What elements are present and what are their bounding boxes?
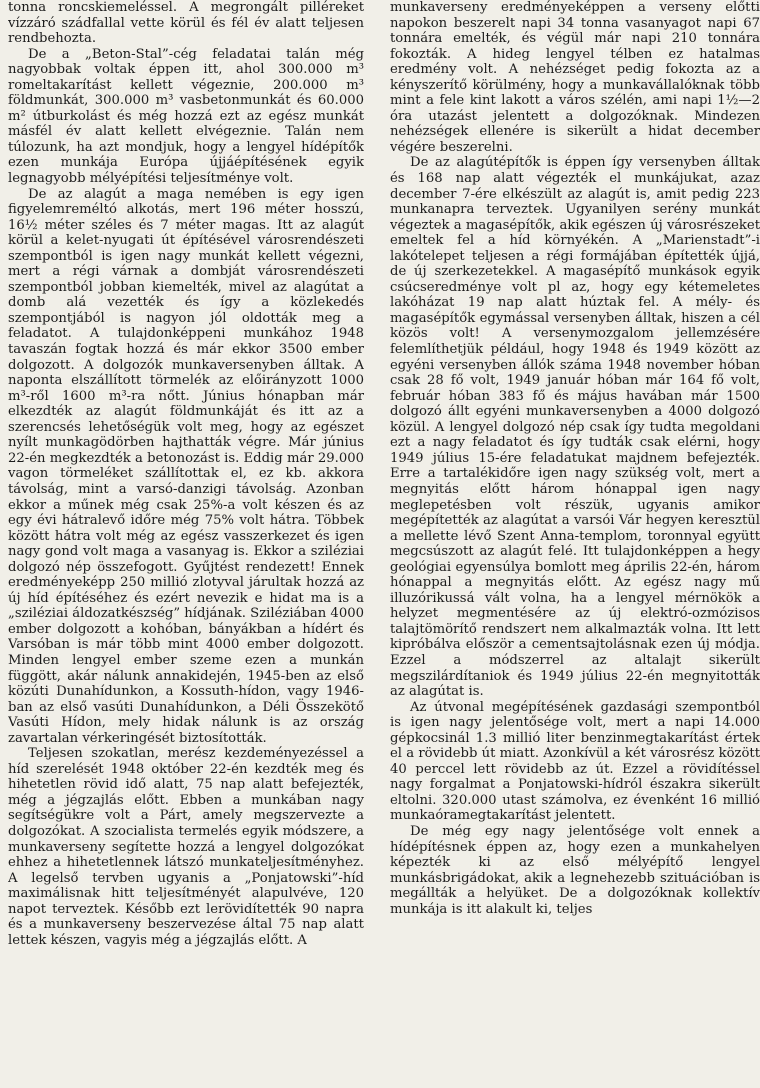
paragraph: De az alagútépítők is éppen így versenyben álltak és 168 nap alatt végezték el munkájukat, azaz december 7-ére elkészült az alagút is, amit pedig 223 munkanapra terveztek. Ugyanilyen serény munkát végeztek a magasépítők, akik egészen új városrészeket emeltek fel a híd környékén. A „Marienstadt”-i lakótelepet teljesen a régi formájában építették újjá, de új szerkezetekkel. A magasépítő munkások egyik csúcseredménye volt pl az, hogy egy kétemeletes lakóházat 19 nap alatt húztak fel. A mély- és magasépítők egymással versenyben álltak, hiszen a cél közös volt! A versenymozgalom jellemzésére felemlíthetjük például, hogy 1948 és 1949 között az egyéni versenyben állók száma 1948 november hóban csak 28 fő volt, 1949 január hóban már 164 fő volt, február hóban 383 fő és május havában már 1500 dolgozó állt egyéni munkaversenyben a 4000 dolgozó közül. A lengyel dolgozó nép csak így tudta megoldani ezt a nagy feladatot és így tudták csak elérni, hogy 1949 július 15-ére feladatukat majdnem befejezték. Erre a tartalékidőre igen nagy szükség volt, mert a megnyitás előtt három hónappal igen nagy meglepetésben volt részük, ugyanis amikor megépítették az alagútat a varsói Vár hegyen keresztül a mellette lévő Szent Anna-templom, toronnyal együtt megcsúszott az alagút felé. Itt tulajdonképpen a hegy geológiai egyensúlya bomlott meg április 22-én, három hónappal a megnyitás előtt. Az egész nagy mű illuzórikussá vált volna, ha a lengyel mérnökök a helyzet megmentésére az új elektró-ozmózisos talajtömörítő rendszert nem alkalmazták volna. Itt lett kipróbálva először a cementsajtolásnak ezen új módja. Ezzel a módszerrel az altalajt sikerült megszilárdítaniok és 1949 július 22-én megnyitották az alagútat is. bbox=[390, 155, 760, 700]
paragraph: De még egy nagy jelentősége volt ennek a hídépítésnek éppen az, hogy ezen a munkahelyen képezték ki az első mélyépítő lengyel munkásbrigádokat, akik a legnehezebb szituációban is megállták a helyüket. De a dolgozóknak kollektív munkája is itt alakult ki, teljes bbox=[390, 823, 760, 917]
paragraph: De a „Beton-Stal”-cég feladatai talán még nagyobbak voltak éppen itt, ahol 300.000 m³ romeltakarítást kellett végeznie, 200.000 m³ földmunkát, 300.000 m³ vasbetonmunkát és 60.000 m² útburkolást és még hozzá ezt az egész munkát másfél év alatt kellett elvégeznie. Talán nem túlozunk, ha azt mondjuk, hogy a lengyel hídépítők ezen munkája Európa újjáépítésének egyik legnagyobb mélyépítési teljesítménye volt. bbox=[8, 46, 364, 187]
paragraph: Az útvonal megépítésének gazdasági szempontból is igen nagy jelentősége volt, mert a napi 14.000 gépkocsinál 1.3 millió liter benzinmegtakarítást értek el a rövidebb út miatt. Azonkívül a két városrész között 40 perccel lett rövidebb az út. Ezzel a rövidítéssel nagy forgalmat a Ponjatowski-hídról északra sikerült eltolni. 320.000 utast számolva, ez évenként 16 millió munkaóramegtakarítást jelentett. bbox=[390, 699, 760, 824]
paragraph: munkaverseny eredményeképpen a verseny előtti napokon beszerelt napi 34 tonna vasanyagot napi 67 tonnára emelték, és végül már napi 210 tonnára fokozták. A hideg lengyel télben ez hatalmas eredmény volt. A nehézséget pedig fokozta az a kényszerítő körülmény, hogy a munkavállalóknak több mint a fele kint lakott a város szélén, ami napi 1½—2 óra utazást jelentett a dolgozóknak. Mindezen nehézségek ellenére is sikerült a hidat december végére beszerelni. bbox=[390, 0, 760, 155]
paragraph: De az alagút a maga nemében is egy igen figyelemreméltó alkotás, mert 196 méter hosszú, 16½ méter széles és 7 méter magas. Itt az alagút körül a kelet-nyugati út építésével városrendészeti szempontból is igen nagy munkát kellett végezni, mert a régi várnak a dombját városrendészeti szempontból jobban kiemelték, mivel az alagútat a domb alá vezették és így a közlekedés szempontjából is nagyon jól oldották meg a feladatot. A tulajdonképpeni munkához 1948 tavaszán fogtak hozzá és már ekkor 3500 ember dolgozott. A dolgozók munkaversenyben álltak. A naponta elszállított törmelék az előirányzott 1000 m³-ről 1600 m³-ra nőtt. Június hónapban már elkezdték az alagút földmunkáját és itt az a szerencsés lehetőségük volt meg, hogy az egészet nyílt munkagödörben hajthatták végre. Már június 22-én megkezdték a betonozást is. Eddig már 29.000 vagon törmeléket szállítottak el, ez kb. akkora távolság, mint a varsó-danzigi távolság. Azonban ekkor a műnek még csak 25%-a volt készen és az egy évi hátralevő időre még 75% volt hátra. Többek között hátra volt még az egész vasszerkezet és igen nagy gond volt maga a vasanyag is. Ekkor a sziléziai dolgozó nép összefogott. Gyűjtést rendezett! Ennek eredményeképp 250 millió zlotyval járultak hozzá az új híd építéséhez és ezért nevezik e hidat ma is a „sziléziai áldozatkészség” hídjának. Sziléziában 4000 ember dolgozott a kohóban, bányákban a hídért és Varsóban is már több mint 4000 ember dolgozott. Minden lengyel ember szeme ezen a munkán függött, akár nálunk annakidején, 1945-ben az első közúti Dunahídunkon, a Kossuth-hídon, vagy 1946-ban az első vasúti Dunahídunkon, a Déli Összekötő Vasúti Hídon, mely hidak nálunk is az ország zavartalan vérkeringését biztosították. bbox=[8, 186, 364, 746]
left-column bbox=[8, 0, 364, 1088]
paragraph: Teljesen szokatlan, merész kezdeményezéssel a híd szerelését 1948 október 22-én kezdték meg és hihetetlen rövid idő alatt, 75 nap alatt befejezték, még a jégzajlás előtt. Ebben a munkában nagy segítségükre volt a Párt, amely megszervezte a dolgozókat. A szocialista termelés egyik módszere, a munkaverseny segítette hozzá a lengyel dolgozókat ehhez a hihetetlennek látszó munkateljesítményhez. A legelső tervben ugyanis a „Ponjatowski”-híd maximálisnak hitt teljesítményét alapulvéve, 120 napot terveztek. Később ezt lerövidítették 90 napra és a munkaverseny beszervezése által 75 nap alatt lettek készen, vagyis még a jégzajlás előtt. A bbox=[8, 746, 364, 948]
right-column bbox=[390, 0, 760, 1088]
paragraph: tonna roncskiemeléssel. A megrongált pilléreket vízzáró szádfallal vette körül és fél év alatt teljesen rendbehozta. bbox=[8, 0, 364, 47]
